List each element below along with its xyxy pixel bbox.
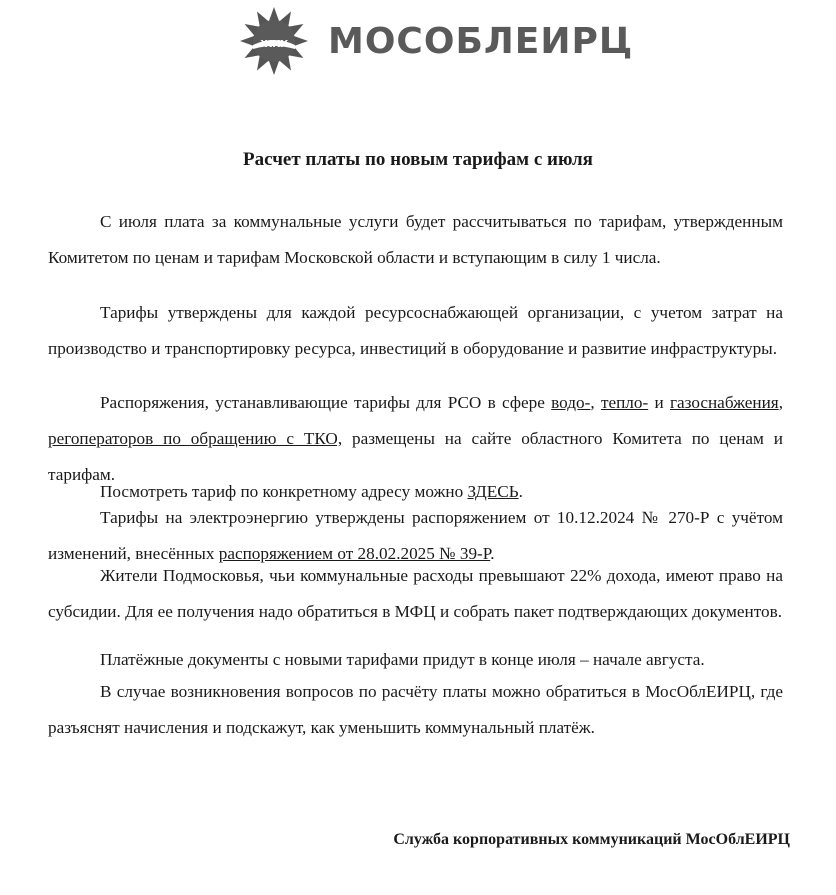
link-tko-operators[interactable]: регоператоров по обращению с ТКО, [48,429,343,448]
link-water-supply[interactable]: водо- [551,393,591,412]
link-gas-supply[interactable]: газоснабжения [669,393,779,412]
link-order-39r[interactable]: распоряжением от 28.02.2025 № 39-Р [218,544,491,563]
sun-emblem-icon [222,4,322,76]
emblem-text: ЖКХ [259,39,289,50]
paragraph-rso-orders: Распоряжения, устанавливающие тарифы для РСО в сфере водо-, тепло- и газоснабжения, регоператоров по обращению с ТКО, размещены на сайте областного Комитета по ценам и тарифам. [48,393,784,484]
page-title: Расчет платы по новым тарифам с июля [243,149,593,170]
link-heat-supply[interactable]: тепло- [600,393,649,412]
paragraph-electricity-tariffs: Тарифы на электроэнергию утверждены распоряжением от 10.12.2024 № 270-Р с учётом изменений, внесённых распоряжением от 28.02.2025 № 39-Р. [48,508,783,563]
paragraph-july-tariffs: С июля плата за коммунальные услуги будет рассчитываться по тарифам, утвержденным Комитетом по ценам и тарифам Московской области и вступающим в силу 1 числа. [48,212,783,267]
signature: Служба корпоративных коммуникаций МосОблЕИРЦ [393,831,790,848]
paragraph-payment-documents: Платёжные документы с новыми тарифами придут в конце июля – начале августа. [100,650,705,669]
logo-wordmark: МОСОБЛЕИРЦ [328,21,634,62]
link-here[interactable]: ЗДЕСЬ [467,482,519,501]
paragraph-tariff-by-address: Посмотреть тариф по конкретному адресу можно ЗДЕСЬ. [100,482,523,501]
paragraph-tariff-basis: Тарифы утверждены для каждой ресурсоснабжающей организации, с учетом затрат на производство и транспортировку ресурса, инвестиций в оборудование и развитие инфраструктуры. [48,303,783,358]
paragraph-contact-info: В случае возникновения вопросов по расчёту платы можно обратиться в МосОблЕИРЦ, где разъяснят начисления и подскажут, как уменьшить коммунальный платёж. [48,682,783,737]
paragraph-subsidies: Жители Подмосковья, чьи коммунальные расходы превышают 22% дохода, имеют право на субсидии. Для ее получения надо обратиться в МФЦ и собрать пакет подтверждающих документов. [48,566,783,621]
